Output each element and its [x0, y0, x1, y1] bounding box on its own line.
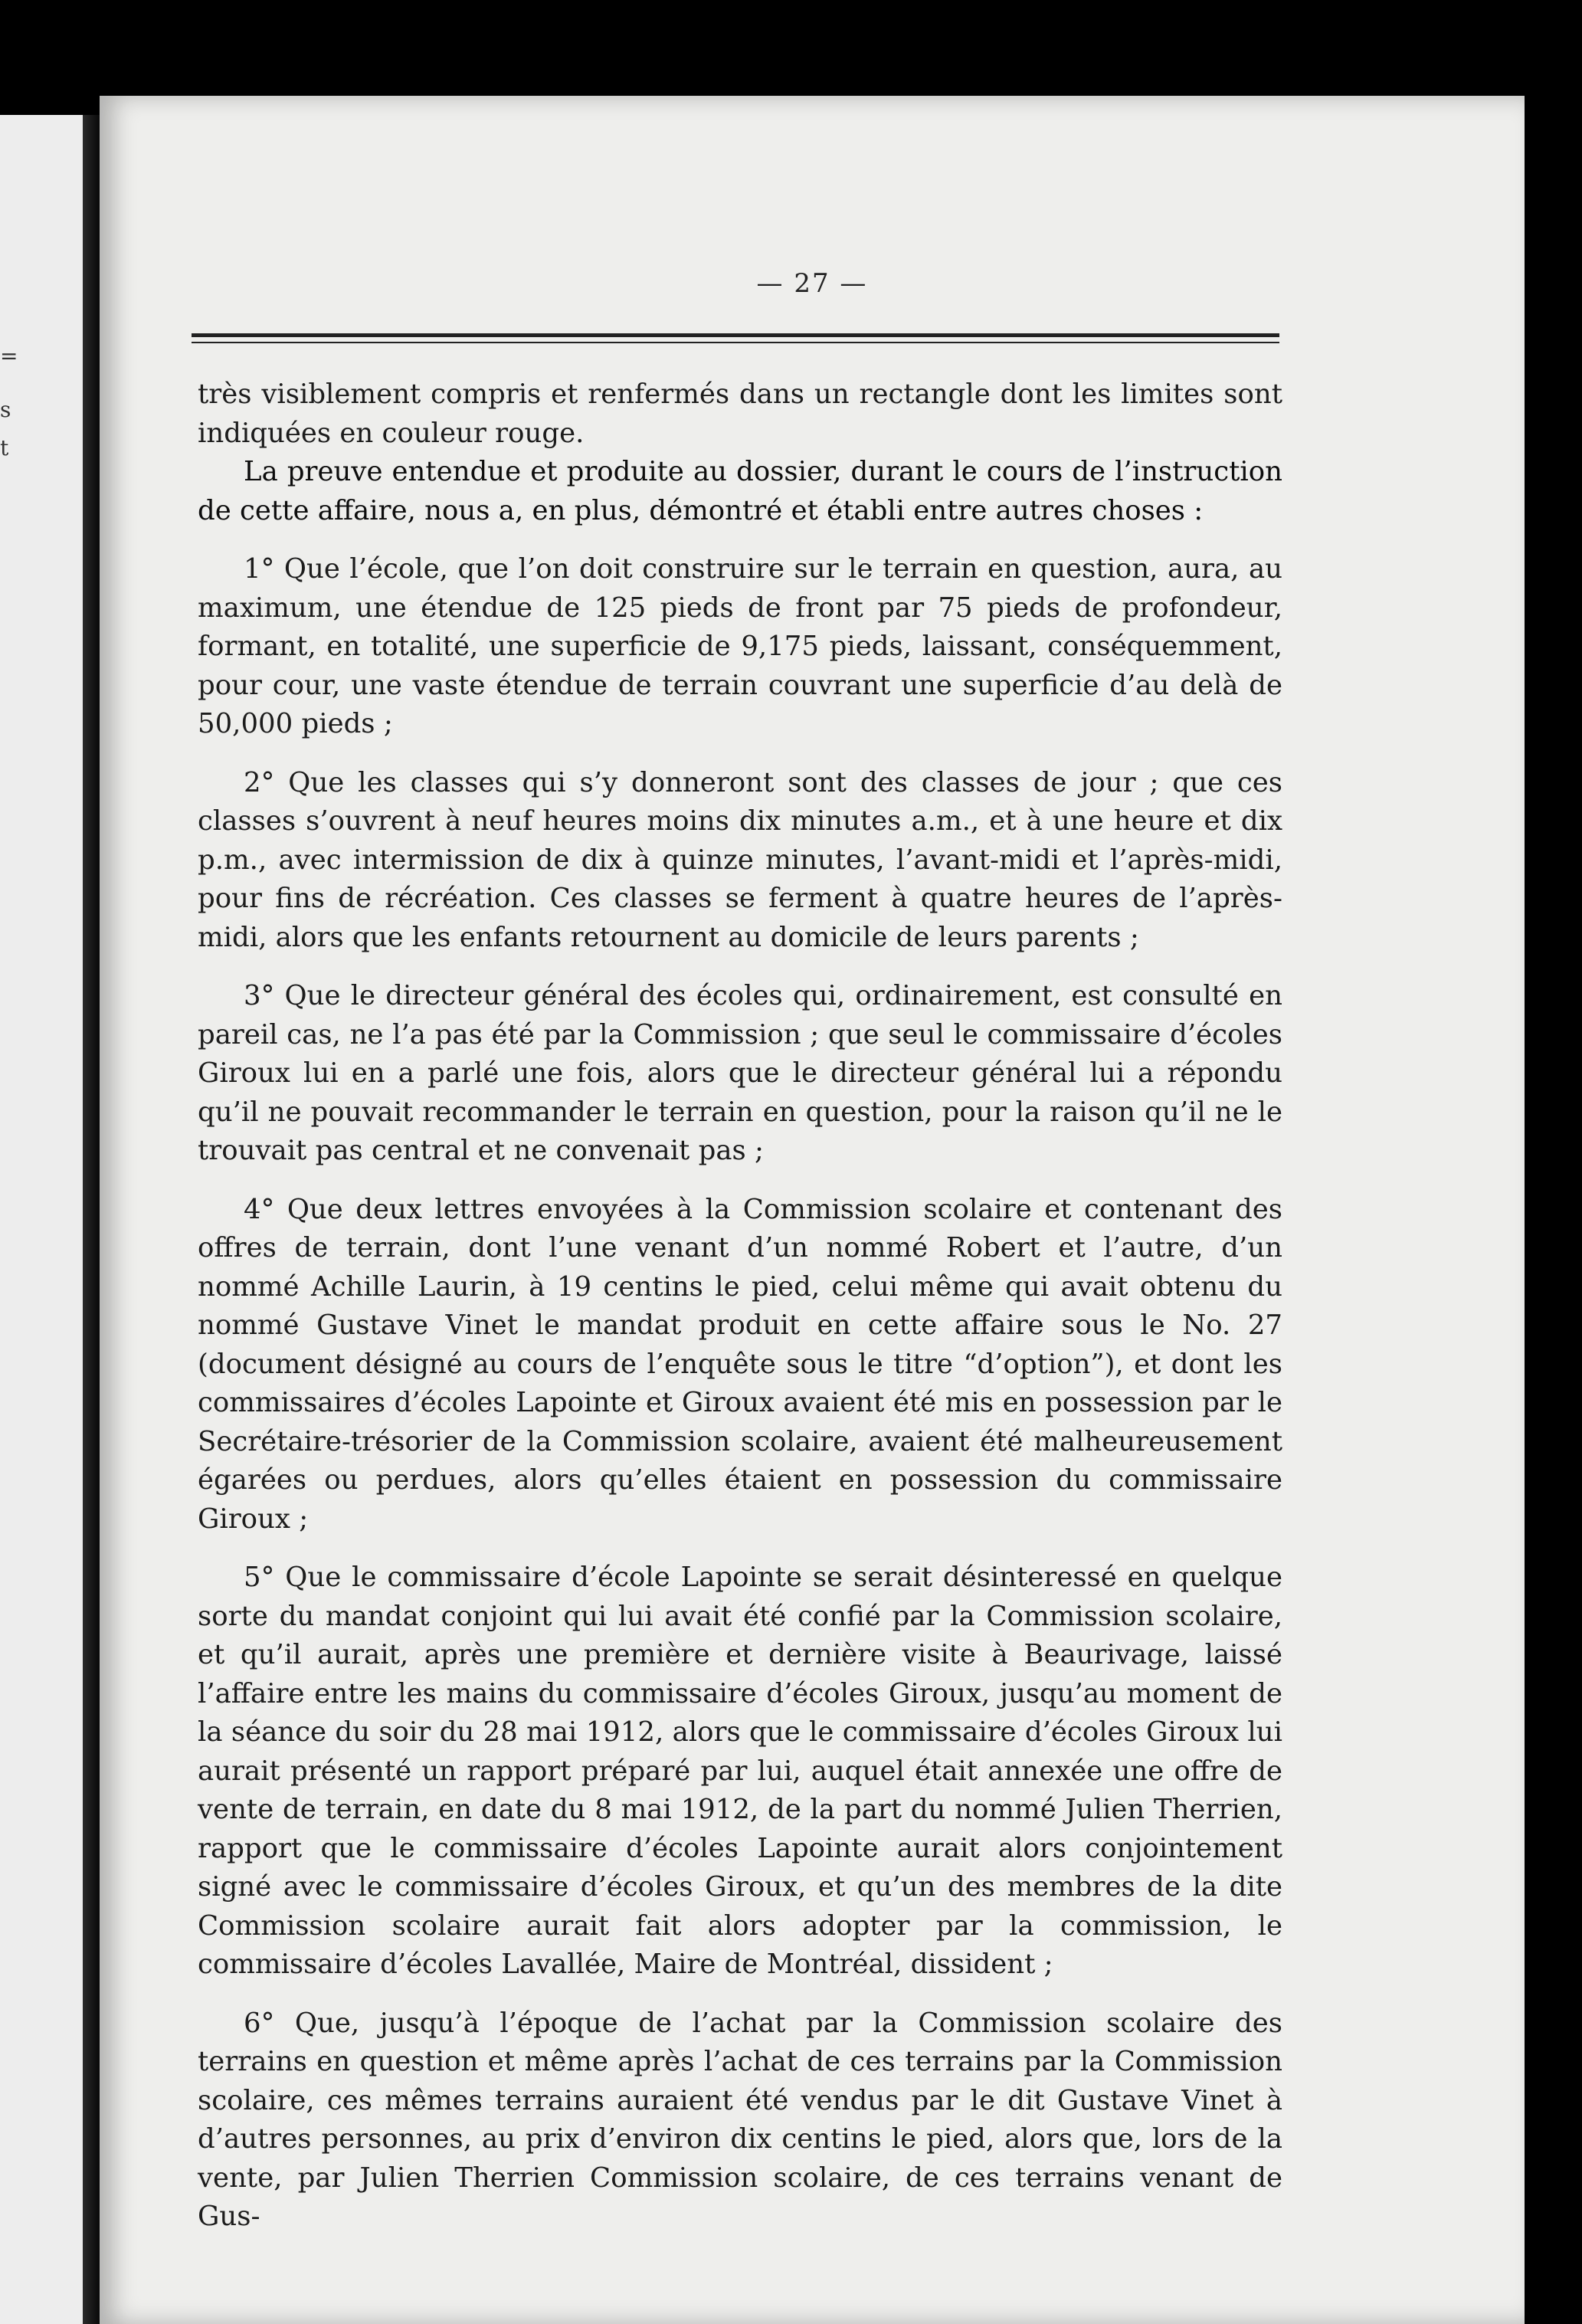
numbered-paragraph: 2° Que les classes qui s’y donneront sont des classes de jour ; que ces classes s’ouvrent à neuf heures moins dix minutes a.m., et à une heure et dix p.m., avec intermission de dix à quinze minutes, l’avant-midi et l’après-midi, pour fins de récréation. Ces classes se ferment à quatre heures de l’après-midi, alors que les enfants retournent au domicile de leurs parents ;: [198, 766, 1282, 953]
previous-page-fragment: t: [0, 435, 9, 461]
previous-page-fragment: =: [0, 343, 18, 369]
paragraph: La preuve entendue et produite au dossier, durant le cours de l’instruction de cette affaire, nous a, en plus, démontré et établi entre autres choses :: [198, 456, 1282, 526]
numbered-paragraph: 6° Que, jusqu’à l’époque de l’achat par la Commission scolaire des terrains en question et même après l’achat de ces terrains par la Commission scolaire, ces mêmes terrains auraient été vendus par le dit Gustave Vinet à d’autres personnes, au prix d’environ dix centins le pied, alors que, lors de la vente, par Julien Therrien Commission scolaire, de ces terrains venant de Gus-: [198, 2007, 1282, 2232]
numbered-paragraph: 5° Que le commissaire d’école Lapointe se serait désinteressé en quelque sorte du mandat conjoint qui lui avait été confié par la Commission scolaire, et qu’il aurait, après une première et dernière visite à Beaurivage, laissé l’affaire entre les mains du commissaire d’écoles Giroux, jusqu’au moment de la séance du soir du 28 mai 1912, alors que le commissaire d’écoles Giroux lui aurait présenté un rapport préparé par lui, auquel était annexée une offre de vente de terrain, en date du 8 mai 1912, de la part du nommé Julien Therrien, rapport que le commissaire d’écoles Lapointe aurait alors conjointement signé avec le commissaire d’écoles Giroux, et qu’un des membres de la dite Commission scolaire aurait fait alors adopter par la commission, le commissaire d’écoles Lavallée, Maire de Montréal, dissident ;: [198, 1562, 1282, 1980]
numbered-paragraph: 4° Que deux lettres envoyées à la Commission scolaire et contenant des offres de terrain, dont l’une venant d’un nommé Robert et l’autre, d’un nommé Achille Laurin, à 19 centins le pied, celui même qui avait obtenu du nommé Gustave Vinet le mandat produit en cette affaire sous le No. 27 (document désigné au cours de l’enquête sous le titre “d’option”), et dont les commissaires d’écoles Lapointe et Giroux avaient été mis en possession par le Secrétaire-trésorier de la Commission scolaire, avaient été malheureusement égarées ou perdues, alors qu’elles étaient en possession du commissaire Giroux ;: [198, 1193, 1282, 1535]
numbered-paragraph: 3° Que le directeur général des écoles qui, ordinairement, est consulté en pareil cas, ne l’a pas été par la Commission ; que seul le commissaire d’écoles Giroux lui en a parlé une fois, alors que le directeur général lui a répondu qu’il ne pouvait recommander le terrain en question, pour la raison qu’il ne le trouvait pas central et ne convenait pas ;: [198, 980, 1282, 1166]
numbered-paragraph: 1° Que l’école, que l’on doit construire sur le terrain en question, aura, au maximum, une étendue de 125 pieds de front par 75 pieds de profondeur, formant, en totalité, une superficie de 9,175 pieds, laissant, conséquemment, pour cour, une vaste étendue de terrain couvrant une superficie d’au delà de 50,000 pieds ;: [198, 553, 1282, 739]
book-gutter: [83, 115, 100, 2324]
paragraph: très visiblement compris et renfermés dans un rectangle dont les limites sont indiquées en couleur rouge.: [198, 379, 1282, 449]
previous-page-fragment: s: [0, 397, 11, 422]
document-page: [100, 96, 1525, 2324]
page-number: — 27 —: [756, 268, 868, 299]
previous-page-edge: [0, 115, 83, 2324]
page-body: [198, 375, 1282, 2237]
header-rule: [192, 333, 1279, 343]
